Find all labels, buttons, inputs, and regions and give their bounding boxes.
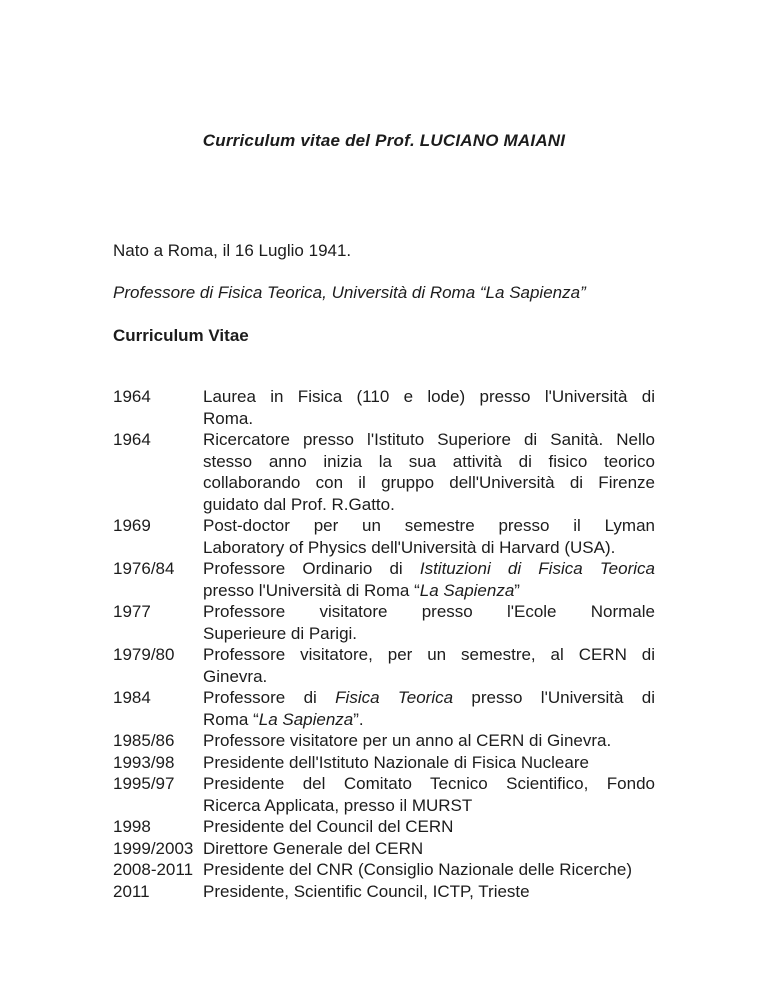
text-segment: Ricercatore presso l'Istituto Superiore di Sanità. Nello <box>203 430 655 449</box>
description-line <box>203 429 655 451</box>
cv-entry <box>113 773 655 816</box>
italic-text-segment: Fisica Teorica <box>335 688 454 707</box>
cv-entry-description <box>203 816 655 838</box>
cv-entry-description <box>203 687 655 730</box>
cv-entry-description <box>203 838 655 860</box>
description-line <box>203 687 655 709</box>
cv-entry-year: 1995/97 <box>113 774 175 793</box>
text-segment: guidato dal Prof. R.Gatto. <box>203 494 395 514</box>
cv-entry-description <box>203 859 655 881</box>
text-segment: Laboratory of Physics dell'Università di Harvard (USA). <box>203 537 616 557</box>
cv-entry-description <box>203 601 655 644</box>
cv-entry-year: 1976/84 <box>113 559 175 578</box>
text-segment: Roma “ <box>203 709 259 729</box>
description-line <box>203 601 655 623</box>
description-line <box>203 644 655 666</box>
text-segment: collaborando con il gruppo dell'Università di Firenze <box>203 473 655 492</box>
cv-entry-description <box>203 644 655 687</box>
cv-entry <box>113 687 655 730</box>
document-title: Curriculum vitae del Prof. LUCIANO MAIANI <box>202 131 566 150</box>
description-line <box>203 558 655 580</box>
text-segment: Professore visitatore, per un semestre, al CERN di <box>203 645 655 664</box>
cv-entries <box>113 386 655 902</box>
description-line <box>203 408 655 430</box>
text-segment: presso l'Università di Roma “ <box>203 580 420 600</box>
description-line <box>203 580 655 602</box>
description-line <box>203 795 655 817</box>
text-segment: Roma. <box>203 408 254 428</box>
document-content <box>113 0 655 902</box>
cv-entry-description <box>203 515 655 558</box>
italic-text-segment: La Sapienza <box>258 709 354 729</box>
text-segment: Professore Ordinario di <box>203 559 420 578</box>
description-line <box>203 881 655 903</box>
text-segment: Presidente del CNR (Consiglio Nazionale delle Ricerche) <box>203 860 632 879</box>
text-segment: Post-doctor per un semestre presso il Lyman <box>203 516 655 535</box>
description-line <box>203 709 655 731</box>
text-segment: ” <box>514 580 520 600</box>
cv-entry-year: 2011 <box>113 881 150 901</box>
description-line <box>203 494 655 516</box>
cv-entry-year: 1985/86 <box>113 731 175 750</box>
text-segment: Ginevra. <box>203 666 268 686</box>
cv-entry-year: 1964 <box>113 430 151 449</box>
cv-entry-description <box>203 429 655 515</box>
cv-entry <box>113 752 655 774</box>
description-line <box>203 451 655 473</box>
cv-entry <box>113 881 655 903</box>
cv-entry-year: 1993/98 <box>113 752 175 772</box>
cv-entry <box>113 601 655 644</box>
description-line <box>203 623 655 645</box>
cv-entry <box>113 644 655 687</box>
description-line <box>203 386 655 408</box>
text-segment: Direttore Generale del CERN <box>203 838 424 858</box>
text-segment: presso l'Università di <box>453 688 656 707</box>
cv-entry-year: 1984 <box>113 688 151 707</box>
description-line <box>203 773 655 795</box>
cv-entry-year: 2008-2011 <box>113 860 194 879</box>
text-segment: Presidente del Council del CERN <box>203 817 454 836</box>
cv-entry-description <box>203 752 655 774</box>
description-line <box>203 472 655 494</box>
text-segment: Presidente dell'Istituto Nazionale di Fisica Nucleare <box>203 752 589 772</box>
description-line <box>203 730 655 752</box>
cv-entry-description <box>203 773 655 816</box>
cv-entry <box>113 730 655 752</box>
text-segment: Professore di <box>203 688 336 707</box>
cv-entry <box>113 386 655 429</box>
description-line <box>203 859 655 881</box>
cv-entry <box>113 816 655 838</box>
cv-entry <box>113 515 655 558</box>
position-line: Professore di Fisica Teorica, Università di Roma “La Sapienza” <box>113 283 586 302</box>
description-line <box>203 515 655 537</box>
cv-entry-description <box>203 386 655 429</box>
cv-entry-year: 1969 <box>113 516 151 535</box>
cv-entry <box>113 429 655 515</box>
description-line <box>203 838 655 860</box>
section-heading: Curriculum Vitae <box>113 325 249 345</box>
description-line <box>203 666 655 688</box>
description-line <box>203 537 655 559</box>
description-line <box>203 752 655 774</box>
text-segment: Presidente del Comitato Tecnico Scientifico, Fondo <box>203 774 655 793</box>
cv-entry-description <box>203 881 655 903</box>
text-segment: Superieure di Parigi. <box>203 623 358 643</box>
cv-entry <box>113 838 655 860</box>
description-line <box>203 816 655 838</box>
text-segment: Ricerca Applicata, presso il MURST <box>203 795 473 815</box>
text-segment: Professore visitatore per un anno al CERN di Ginevra. <box>203 731 612 750</box>
cv-entry-year: 1977 <box>113 602 151 621</box>
text-segment: Laurea in Fisica (110 e lode) presso l'Università di <box>203 387 655 406</box>
text-segment: Professore visitatore presso l'Ecole Normale <box>203 602 655 621</box>
birth-line: Nato a Roma, il 16 Luglio 1941. <box>113 240 352 260</box>
text-segment: Presidente, Scientific Council, ICTP, Trieste <box>203 881 530 901</box>
cv-entry-description <box>203 558 655 601</box>
cv-entry <box>113 859 655 881</box>
cv-entry <box>113 558 655 601</box>
cv-entry-year: 1999/2003 <box>113 838 194 858</box>
italic-text-segment: Istituzioni di Fisica Teorica <box>419 559 655 578</box>
cv-entry-year: 1964 <box>113 387 151 406</box>
text-segment: ”. <box>353 709 364 729</box>
text-segment: stesso anno inizia la sua attività di fisico teorico <box>203 451 655 471</box>
italic-text-segment: La Sapienza <box>419 580 515 600</box>
cv-entry-description <box>203 730 655 752</box>
cv-entry-year: 1979/80 <box>113 645 175 664</box>
cv-entry-year: 1998 <box>113 817 151 836</box>
